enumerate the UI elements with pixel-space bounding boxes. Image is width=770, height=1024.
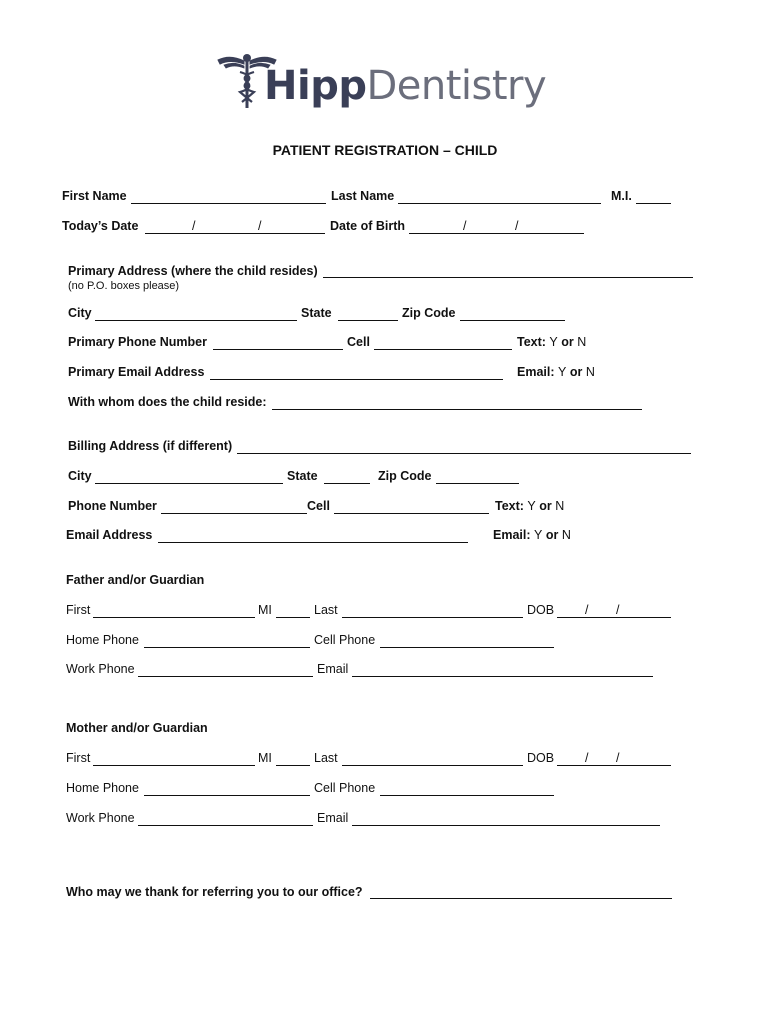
billing-cell-label: Cell — [307, 499, 330, 513]
primary-city-label: City — [68, 306, 92, 320]
mother-cell-phone-field[interactable] — [380, 795, 554, 796]
billing-city-label: City — [68, 469, 92, 483]
primary-address-label: Primary Address (where the child resides) — [68, 264, 318, 278]
mi-field[interactable] — [636, 203, 671, 204]
billing-cell-field[interactable] — [334, 513, 489, 514]
billing-phone-label: Phone Number — [68, 499, 157, 513]
referral-field[interactable] — [370, 898, 672, 899]
billing-address-label: Billing Address (if different) — [68, 439, 233, 453]
date-slash: / — [463, 219, 467, 233]
primary-email-label: Primary Email Address — [68, 365, 205, 379]
father-first-label: First — [66, 603, 91, 617]
first-name-field[interactable] — [131, 203, 326, 204]
no-po-note: (no P.O. boxes please) — [68, 280, 180, 292]
mother-last-label: Last — [314, 751, 338, 765]
father-mi-label: MI — [258, 603, 272, 617]
date-slash: / — [585, 603, 589, 617]
date-slash: / — [515, 219, 519, 233]
mother-home-phone-label: Home Phone — [66, 781, 139, 795]
mother-last-field[interactable] — [342, 765, 523, 766]
billing-email-label: Email Address — [66, 528, 153, 542]
mother-dob-field[interactable] — [557, 765, 671, 766]
primary-email-option[interactable]: Email: Y or N — [517, 365, 595, 379]
page-title: PATIENT REGISTRATION – CHILD — [272, 142, 498, 158]
father-last-label: Last — [314, 603, 338, 617]
date-slash: / — [585, 751, 589, 765]
billing-email-option[interactable]: Email: Y or N — [493, 528, 571, 542]
billing-email-field[interactable] — [158, 542, 468, 543]
mother-email-field[interactable] — [352, 825, 660, 826]
primary-cell-field[interactable] — [374, 349, 512, 350]
father-heading: Father and/or Guardian — [66, 573, 205, 587]
mother-mi-field[interactable] — [276, 765, 310, 766]
mother-first-label: First — [66, 751, 91, 765]
father-first-field[interactable] — [93, 617, 255, 618]
father-work-phone-label: Work Phone — [66, 662, 135, 676]
primary-city-field[interactable] — [95, 320, 297, 321]
father-cell-phone-label: Cell Phone — [314, 633, 376, 647]
logo-wordmark: HippDentistry — [264, 63, 547, 109]
mother-first-field[interactable] — [93, 765, 255, 766]
primary-state-field[interactable] — [338, 320, 398, 321]
mother-cell-phone-label: Cell Phone — [314, 781, 376, 795]
mother-email-label: Email — [317, 811, 349, 825]
mother-work-phone-field[interactable] — [138, 825, 313, 826]
reside-label: With whom does the child reside: — [68, 395, 267, 409]
todays-date-label: Today’s Date — [62, 219, 139, 233]
billing-text-option[interactable]: Text: Y or N — [495, 499, 565, 513]
primary-phone-label: Primary Phone Number — [68, 335, 207, 349]
mother-home-phone-field[interactable] — [144, 795, 310, 796]
referral-label: Who may we thank for referring you to our office? — [66, 885, 363, 899]
father-dob-field[interactable] — [557, 617, 671, 618]
billing-zip-label: Zip Code — [378, 469, 432, 483]
last-name-field[interactable] — [398, 203, 601, 204]
logo — [216, 48, 547, 112]
billing-phone-field[interactable] — [161, 513, 307, 514]
father-mi-field[interactable] — [276, 617, 310, 618]
father-work-phone-field[interactable] — [138, 676, 313, 677]
dob-label: Date of Birth — [330, 219, 405, 233]
father-dob-label: DOB — [527, 603, 555, 617]
father-home-phone-label: Home Phone — [66, 633, 139, 647]
mother-work-phone-label: Work Phone — [66, 811, 135, 825]
father-last-field[interactable] — [342, 617, 523, 618]
father-email-label: Email — [317, 662, 349, 676]
first-name-label: First Name — [62, 189, 127, 203]
last-name-label: Last Name — [331, 189, 395, 203]
mother-dob-label: DOB — [527, 751, 555, 765]
reside-field[interactable] — [272, 409, 642, 410]
father-home-phone-field[interactable] — [144, 647, 310, 648]
todays-date-field[interactable] — [145, 233, 325, 234]
mother-heading: Mother and/or Guardian — [66, 721, 208, 735]
billing-zip-field[interactable] — [436, 483, 519, 484]
billing-city-field[interactable] — [95, 483, 283, 484]
date-slash: / — [258, 219, 262, 233]
dob-field[interactable] — [409, 233, 584, 234]
father-cell-phone-field[interactable] — [380, 647, 554, 648]
primary-state-label: State — [301, 306, 332, 320]
mother-mi-label: MI — [258, 751, 272, 765]
primary-phone-field[interactable] — [213, 349, 343, 350]
date-slash: / — [616, 603, 620, 617]
date-slash: / — [192, 219, 196, 233]
billing-state-label: State — [287, 469, 318, 483]
primary-text-option[interactable]: Text: Y or N — [517, 335, 587, 349]
primary-zip-label: Zip Code — [402, 306, 456, 320]
primary-zip-field[interactable] — [460, 320, 565, 321]
billing-state-field[interactable] — [324, 483, 370, 484]
primary-cell-label: Cell — [347, 335, 370, 349]
date-slash: / — [616, 751, 620, 765]
father-email-field[interactable] — [352, 676, 653, 677]
primary-address-field[interactable] — [323, 277, 693, 278]
primary-email-field[interactable] — [210, 379, 503, 380]
billing-address-field[interactable] — [237, 453, 691, 454]
mi-label: M.I. — [611, 189, 632, 203]
